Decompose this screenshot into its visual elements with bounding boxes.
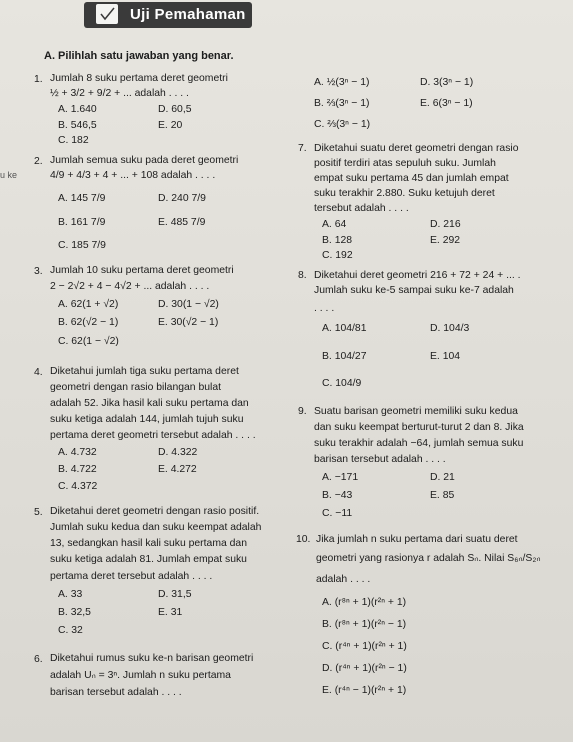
q4-option-a: A. 4.732 <box>58 447 97 458</box>
q6-option-d: D. 3(3ⁿ − 1) <box>420 77 474 88</box>
q9-line-3: suku terakhir adalah −64, jumlah semua suku <box>314 438 524 449</box>
q9-option-a: A. −171 <box>322 472 359 483</box>
q3-option-e: E. 30(√2 − 1) <box>158 317 219 328</box>
q7-line-3: empat suku pertama 45 dan jumlah empat <box>314 173 509 184</box>
page-title: Uji Pemahaman <box>130 6 246 23</box>
q5-option-e: E. 31 <box>158 607 183 618</box>
checkbox-icon <box>96 4 118 24</box>
q8-line-2: Jumlah suku ke-5 sampai suku ke-7 adalah <box>314 285 514 296</box>
q9-option-b: B. −43 <box>322 490 353 501</box>
q6-option-b: B. ⅔(3ⁿ − 1) <box>314 98 370 109</box>
q2-option-d: D. 240 7/9 <box>158 193 206 204</box>
q4-number: 4. <box>34 367 43 378</box>
q9-line-2: dan suku keempat berturut-turut 2 dan 8. Jika <box>314 422 524 433</box>
q3-option-c: C. 62(1 − √2) <box>58 336 119 347</box>
q5-line-1: Diketahui deret geometri dengan rasio positif. <box>50 506 260 517</box>
q1-option-a: A. 1.640 <box>58 104 97 115</box>
q9-option-c: C. −11 <box>322 508 353 519</box>
section-title: A. Pilihlah satu jawaban yang benar. <box>44 50 234 62</box>
q4-option-e: E. 4.272 <box>158 464 197 475</box>
q1-option-e: E. 20 <box>158 120 183 131</box>
q5-line-3: 13, sedangkan hasil kali suku pertama dan <box>50 538 247 549</box>
q1-option-c: C. 182 <box>58 135 89 146</box>
q2-text-1: Jumlah semua suku pada deret geometri <box>50 155 239 166</box>
q8-line-3: . . . . <box>314 303 335 314</box>
q2-text-2: 4/9 + 4/3 + 4 + ... + 108 adalah . . . . <box>50 170 216 181</box>
q5-line-5: pertama deret tersebut adalah . . . . <box>50 571 213 582</box>
q2-option-a: A. 145 7/9 <box>58 193 106 204</box>
q6-option-e: E. 6(3ⁿ − 1) <box>420 98 473 109</box>
q9-option-d: D. 21 <box>430 472 455 483</box>
q7-option-b: B. 128 <box>322 235 353 246</box>
q6-line-1: Diketahui rumus suku ke-n barisan geometri <box>50 653 254 664</box>
q1-option-d: D. 60,5 <box>158 104 192 115</box>
q6-line-3: barisan tersebut adalah . . . . <box>50 687 182 698</box>
q8-option-e: E. 104 <box>430 351 461 362</box>
q5-option-a: A. 33 <box>58 589 83 600</box>
q2-number: 2. <box>34 156 43 167</box>
q4-line-3: adalah 52. Jika hasil kali suku pertama dan <box>50 398 249 409</box>
q7-number: 7. <box>298 143 307 154</box>
q5-line-2: Jumlah suku kedua dan suku keempat adalah <box>50 522 262 533</box>
q7-option-c: C. 192 <box>322 250 353 261</box>
q10-line-3: adalah . . . . <box>316 574 371 585</box>
q8-option-a: A. 104/81 <box>322 323 367 334</box>
q10-line-1: Jika jumlah n suku pertama dari suatu deret <box>316 534 518 545</box>
q2-option-e: E. 485 7/9 <box>158 217 206 228</box>
q9-line-1: Suatu barisan geometri memiliki suku kedua <box>314 406 518 417</box>
q7-line-5: tersebut adalah . . . . <box>314 203 409 214</box>
q6-line-2: adalah Uₙ = 3ⁿ. Jumlah n suku pertama <box>50 670 231 681</box>
q8-option-b: B. 104/27 <box>322 351 367 362</box>
q5-option-c: C. 32 <box>58 625 83 636</box>
q3-number: 3. <box>34 266 43 277</box>
q3-text-2: 2 − 2√2 + 4 − 4√2 + ... adalah . . . . <box>50 281 210 292</box>
q8-option-d: D. 104/3 <box>430 323 470 334</box>
q3-option-a: A. 62(1 + √2) <box>58 299 119 310</box>
q7-option-e: E. 292 <box>430 235 461 246</box>
q1-text-2: ½ + 3/2 + 9/2 + ... adalah . . . . <box>50 88 189 99</box>
q10-number: 10. <box>296 534 311 545</box>
margin-note: u ke <box>0 170 18 180</box>
q9-line-4: barisan tersebut adalah . . . . <box>314 454 446 465</box>
q4-line-4: suku ketiga adalah 144, jumlah tujuh suku <box>50 414 244 425</box>
q5-line-4: suku ketiga adalah 81. Jumlah empat suku <box>50 554 247 565</box>
q9-number: 9. <box>298 406 307 417</box>
checkmark-icon <box>96 4 118 24</box>
q7-option-d: D. 216 <box>430 219 461 230</box>
q6-number: 6. <box>34 654 43 665</box>
q10-option-c: C. (r⁴ⁿ + 1)(r²ⁿ + 1) <box>322 641 407 652</box>
q7-option-a: A. 64 <box>322 219 347 230</box>
q4-option-d: D. 4.322 <box>158 447 198 458</box>
q8-number: 8. <box>298 270 307 281</box>
q10-option-e: E. (r⁴ⁿ − 1)(r²ⁿ + 1) <box>322 685 407 696</box>
q8-line-1: Diketahui deret geometri 216 + 72 + 24 + ... . <box>314 270 521 281</box>
q2-option-c: C. 185 7/9 <box>58 240 106 251</box>
q7-line-4: suku terakhir 2.880. Suku ketujuh deret <box>314 188 495 199</box>
q9-option-e: E. 85 <box>430 490 455 501</box>
q4-line-1: Diketahui jumlah tiga suku pertama deret <box>50 366 239 377</box>
q2-option-b: B. 161 7/9 <box>58 217 106 228</box>
q4-option-b: B. 4.722 <box>58 464 97 475</box>
q4-option-c: C. 4.372 <box>58 481 98 492</box>
q10-option-a: A. (r⁸ⁿ + 1)(r²ⁿ + 1) <box>322 597 407 608</box>
q6-option-c: C. ⅔(3ⁿ − 1) <box>314 119 371 130</box>
q10-option-b: B. (r⁸ⁿ + 1)(r²ⁿ − 1) <box>322 619 407 630</box>
q3-text-1: Jumlah 10 suku pertama deret geometri <box>50 265 234 276</box>
q8-option-c: C. 104/9 <box>322 378 362 389</box>
q7-line-1: Diketahui suatu deret geometri dengan rasio <box>314 143 519 154</box>
q4-line-2: geometri dengan rasio bilangan bulat <box>50 382 221 393</box>
q1-text-1: Jumlah 8 suku pertama deret geometri <box>50 73 228 84</box>
q5-option-b: B. 32,5 <box>58 607 91 618</box>
q3-option-b: B. 62(√2 − 1) <box>58 317 119 328</box>
q4-line-5: pertama deret geometri tersebut adalah . . . . <box>50 430 256 441</box>
q10-option-d: D. (r⁴ⁿ + 1)(r²ⁿ − 1) <box>322 663 407 674</box>
q5-number: 5. <box>34 507 43 518</box>
q6-option-a: A. ½(3ⁿ − 1) <box>314 77 370 88</box>
q7-line-2: positif terdiri atas sepuluh suku. Jumlah <box>314 158 496 169</box>
q3-option-d: D. 30(1 − √2) <box>158 299 219 310</box>
q5-option-d: D. 31,5 <box>158 589 192 600</box>
q1-option-b: B. 546,5 <box>58 120 97 131</box>
q10-line-2: geometri yang rasionya r adalah Sₙ. Nilai S₆ₙ/S₂ₙ <box>316 553 541 564</box>
q1-number: 1. <box>34 74 43 85</box>
